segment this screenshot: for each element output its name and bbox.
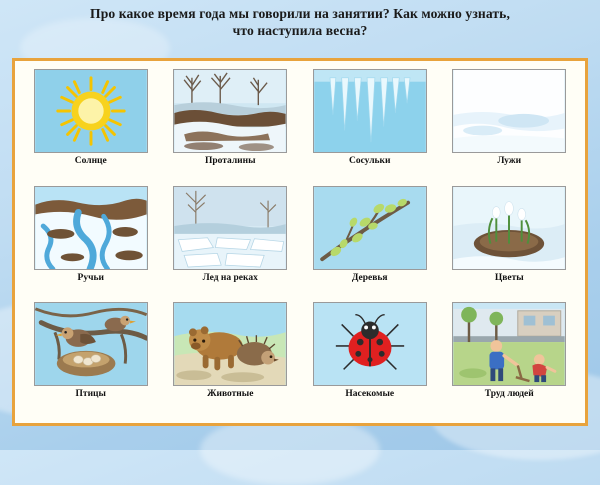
list-item[interactable] [440,69,580,186]
list-item[interactable] [440,302,580,419]
list-item-label: Цветы [494,272,524,283]
list-item-label: Проталины [204,156,256,166]
icicles-icon [313,69,427,153]
ladybug-icon [313,302,427,386]
puddles-icon [452,69,566,153]
people-working-icon [452,302,566,386]
list-item[interactable] [161,69,301,186]
birds-nest-icon [34,302,148,386]
page-title-line-2: что наступила весна? [232,22,368,38]
list-item-label: Деревья [351,272,388,283]
snowdrops-icon [452,186,566,270]
river-ice-icon [173,186,287,270]
list-item[interactable] [21,302,161,419]
list-item-label: Солнце [74,156,107,166]
list-item[interactable] [440,186,580,303]
list-item[interactable] [161,302,301,419]
page-title-line-1: Про какое время года мы говорили на занятии? Как можно узнать, [90,6,510,21]
streams-icon [34,186,148,270]
list-item[interactable] [161,186,301,303]
list-item[interactable] [300,302,440,419]
thawed-patches-icon [173,69,287,153]
list-item-label: Сосульки [348,156,391,166]
sun-icon [34,69,148,153]
list-item-label: Лед на реках [202,272,258,283]
picture-grid [21,69,579,419]
list-item-label: Животные [207,389,254,400]
list-item-label: Ручьи [77,272,104,283]
animals-icon [173,302,287,386]
list-item[interactable] [300,69,440,186]
tree-branch-icon [313,186,427,270]
picture-board [12,58,588,426]
list-item-label: Насекомые [345,389,395,400]
list-item[interactable] [300,186,440,303]
list-item[interactable] [21,69,161,186]
page-title [22,6,578,40]
list-item-label: Птицы [75,389,106,400]
list-item-label: Лужи [497,156,522,166]
list-item[interactable] [21,186,161,303]
list-item-label: Труд людей [484,389,534,400]
